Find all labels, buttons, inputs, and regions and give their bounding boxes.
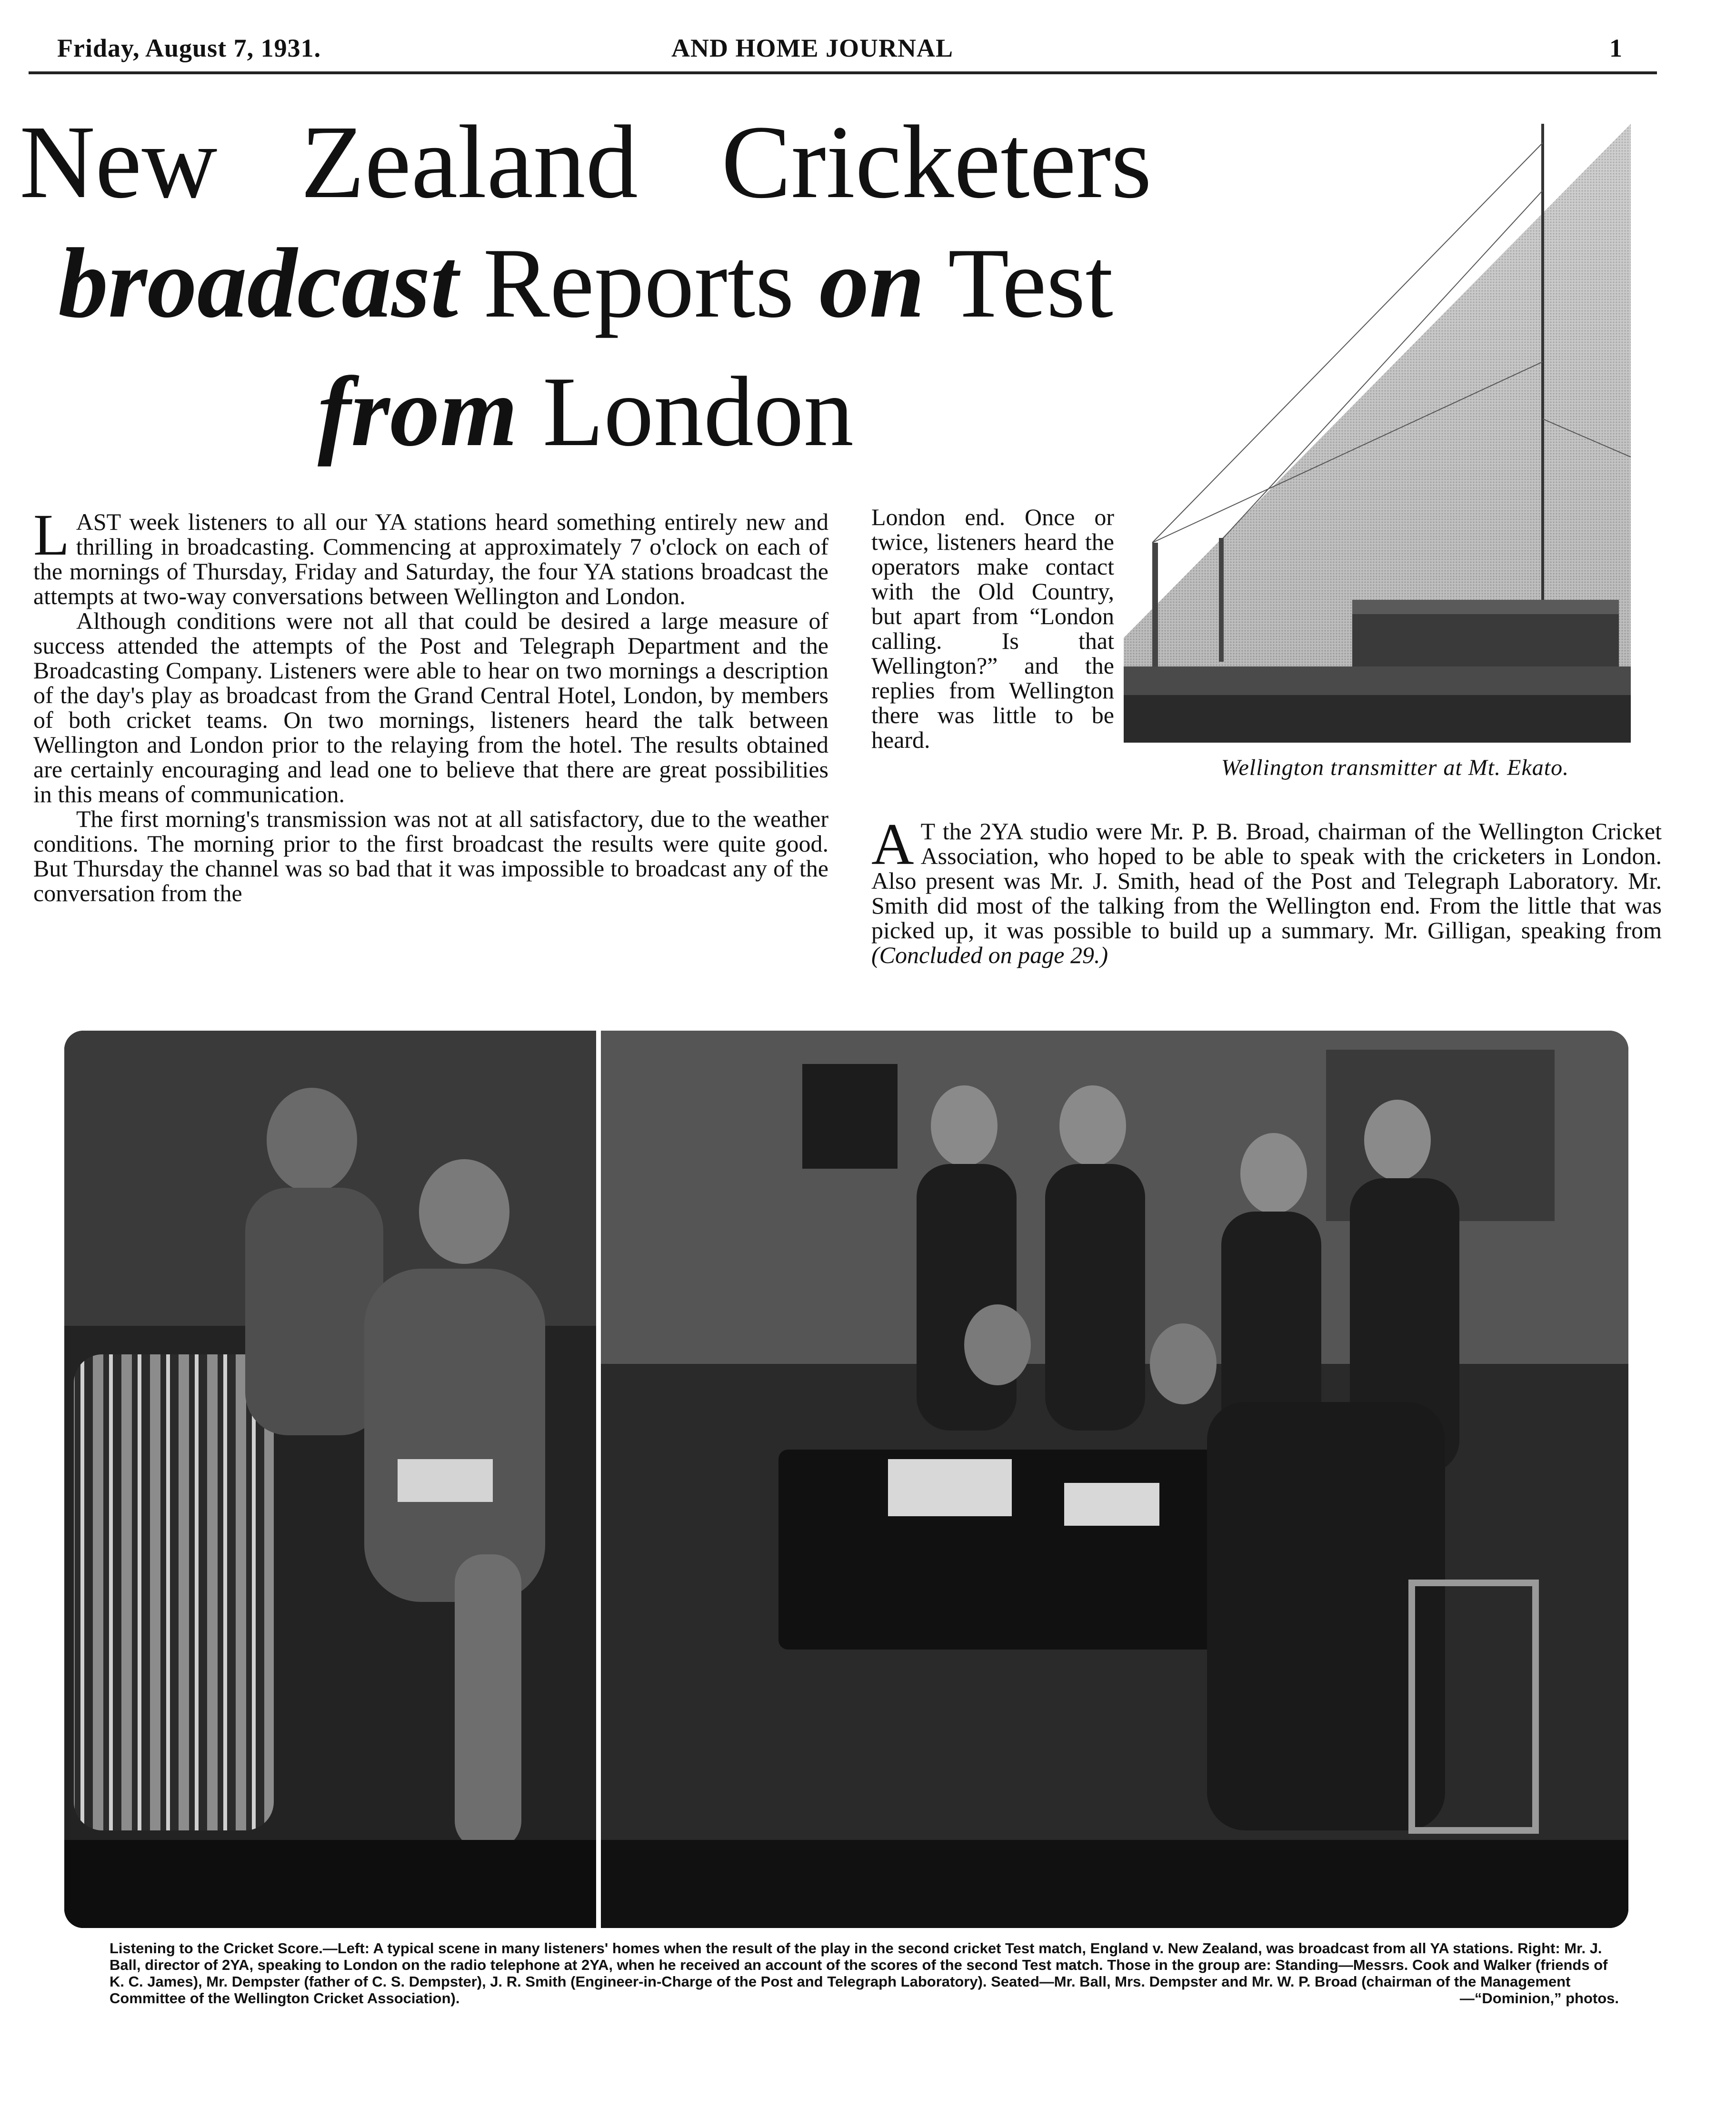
masthead-rule (29, 71, 1657, 74)
headline-word-on: on (819, 228, 925, 338)
continued-note: (Concluded on page 29.) (871, 942, 1108, 968)
article-paragraph (871, 812, 1662, 968)
article-paragraph: The first morning's transmission was not at all satisfactory, due to the weather conditions. The morning prior to the first broadcast the results were quite good. But Thursday the channel was so bad that it was impossible to broadcast any of the conversation from the (33, 805, 828, 906)
headline-line-1: New Zealand Cricketers (20, 104, 1152, 220)
photo-caption (110, 1940, 1619, 2007)
journal-title: AND HOME JOURNAL (671, 34, 953, 62)
photo-illustration (64, 1031, 1628, 1928)
article-middle-column (871, 505, 1114, 752)
issue-date: Friday, August 7, 1931. (57, 34, 321, 62)
headline-word-from: from (318, 357, 518, 467)
article-paragraph (33, 502, 828, 609)
transmitter-photo (1124, 124, 1631, 743)
headline-word-london: London (542, 357, 854, 467)
photo-credit: —“Dominion,” photos. (1459, 1990, 1619, 2007)
photo-divider (596, 1031, 601, 1928)
article-left-column (33, 502, 828, 906)
headline-word-broadcast: broadcast (58, 228, 459, 338)
headline-word-test: Test (948, 228, 1113, 338)
transmitter-illustration (1124, 124, 1631, 743)
transmitter-caption: Wellington transmitter at Mt. Ekato. (1221, 755, 1569, 780)
article-right-column (871, 812, 1662, 968)
headline-line-2 (0, 228, 1171, 338)
article-paragraph: Although conditions were not all that could be desired a large measure of success attended the attempts of the Post and Telegraph Department and the Broadcasting Company. Listeners were able to hear on two mornings a description of the day's play as broadcast from the Grand Central Hotel, London, by members of both cricket teams. On two mornings, listeners heard the talk between Wellington and London prior to the relaying from the hotel. The results obtained are certainly encouraging and lead one to believe that there are great possibilities in this means of communication. (33, 607, 828, 807)
paragraph-text: AST week listeners to all our YA stations heard something entirely new and thrilling in broadcasting. Commencing at approximately 7 o'clock on each of the mornings of Thursday, Friday and Saturday, the four YA stations broadcast the attempts at two-way conversations between Wellington and London. (33, 508, 828, 609)
headline-word-reports: Reports (483, 228, 794, 338)
page-number: 1 (1609, 34, 1623, 62)
drop-cap: A (871, 812, 914, 877)
caption-text: Listening to the Cricket Score.—Left: A typical scene in many listeners' homes when the result of the play in the second cricket Test match, England v. New Zealand, was broadcast from all YA stations. Right: Mr. J. Ball, director of 2YA, speaking to London on the radio telephone at 2YA, when he received an account of the scores of the second Test match. Those in the group are: Standing—Messrs. Cook and Walker (friends of K. C. James), Mr. Dempster (father of C. S. Dempster), J. R. Smith (Engineer-in-Charge of the Post and Telegraph Laboratory). Seated—Mr. Ball, Mrs. Dempster and Mr. W. P. Broad (chairman of the Management Committee of the Wellington Cricket Association). (110, 1940, 1608, 2007)
headline-line-3 (0, 357, 1171, 467)
article-paragraph: London end. Once or twice, listeners heard the operators make contact with the Old Country, but apart from “London calling. Is that Wellington?” and the replies from Wellington there was little to be heard. (871, 504, 1114, 753)
paragraph-text: T the 2YA studio were Mr. P. B. Broad, chairman of the Wellington Cricket Association, who hoped to be able to speak with the cricketers in London. Also present was Mr. J. Smith, head of the Post and Telegraph Laboratory. Mr. Smith did most of the talking from the Wellington end. From the little that was picked up, it was possible to build up a summary. Mr. Gilligan, speaking from (871, 818, 1662, 944)
cricket-listeners-photo (64, 1031, 1628, 1928)
drop-cap: L (33, 502, 70, 567)
